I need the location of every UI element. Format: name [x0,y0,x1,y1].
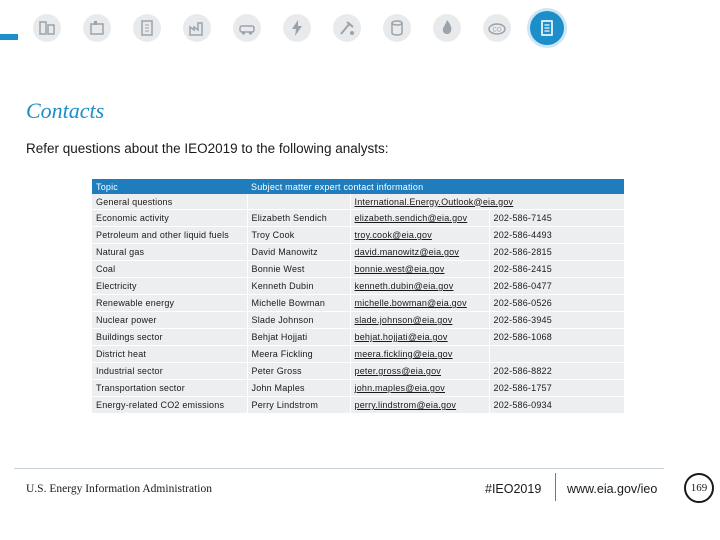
topic-cell: Electricity [92,278,247,295]
name-cell: Michelle Bowman [247,295,350,312]
email-link[interactable]: behjat.hojjati@eia.gov [350,329,489,346]
email-link[interactable]: john.maples@eia.gov [350,380,489,397]
phone-cell: 202-586-0934 [489,397,624,414]
contacts-table [92,179,624,414]
topic-cell: Industrial sector [92,363,247,380]
email-link[interactable]: peter.gross@eia.gov [350,363,489,380]
topic-cell: District heat [92,346,247,363]
table-row [92,329,624,346]
email-link[interactable]: slade.johnson@eia.gov [350,312,489,329]
topic-cell: Buildings sector [92,329,247,346]
table-row [92,227,624,244]
phone-cell: 202-586-1068 [489,329,624,346]
topic-cell: Economic activity [92,210,247,227]
industrial-icon[interactable] [172,10,222,46]
svg-text:CO: CO [492,27,502,34]
electricity-icon[interactable] [272,10,322,46]
footer-hashtag: #IEO2019 [485,482,542,496]
flame-icon[interactable] [422,10,472,46]
email-link[interactable]: david.manowitz@eia.gov [350,244,489,261]
overview-icon[interactable] [22,10,72,46]
topic-cell: General questions [92,194,247,210]
table-row [92,261,624,278]
topic-cell: Petroleum and other liquid fuels [92,227,247,244]
header-topic: Topic [92,179,247,194]
name-cell: Meera Fickling [247,346,350,363]
topic-cell: Transportation sector [92,380,247,397]
phone-cell: 202-586-2415 [489,261,624,278]
name-cell: Elizabeth Sendich [247,210,350,227]
name-cell: David Manowitz [247,244,350,261]
topic-cell: Natural gas [92,244,247,261]
economy-icon[interactable] [72,10,122,46]
table-row [92,346,624,363]
topic-cell: Energy-related CO2 emissions [92,397,247,414]
email-link[interactable]: michelle.bowman@eia.gov [350,295,489,312]
name-cell: Slade Johnson [247,312,350,329]
phone-cell: 202-586-1757 [489,380,624,397]
topic-cell: Coal [92,261,247,278]
table-row [92,312,624,329]
phone-cell: 202-586-0477 [489,278,624,295]
name-cell: Behjat Hojjati [247,329,350,346]
phone-cell: 202-586-4493 [489,227,624,244]
table-row [92,295,624,312]
section-nav-bar [0,0,720,58]
topic-cell: Renewable energy [92,295,247,312]
page-subtitle: Refer questions about the IEO2019 to the following analysts: [26,141,389,156]
oil-icon[interactable] [322,10,372,46]
table-header-row [92,179,624,194]
natural-gas-icon[interactable] [372,10,422,46]
page-number: 169 [684,473,714,503]
table-row [92,397,624,414]
transportation-icon[interactable] [222,10,272,46]
name-cell: Bonnie West [247,261,350,278]
table-row [92,278,624,295]
co2-icon[interactable] [472,10,522,46]
phone-cell [489,346,624,363]
table-row [92,210,624,227]
email-link[interactable]: bonnie.west@eia.gov [350,261,489,278]
name-cell: John Maples [247,380,350,397]
phone-cell: 202-586-8822 [489,363,624,380]
email-link[interactable]: International.Energy.Outlook@eia.gov [350,194,624,210]
table-row [92,363,624,380]
table-row [92,380,624,397]
email-link[interactable]: troy.cook@eia.gov [350,227,489,244]
footer-separator [555,473,556,501]
email-link[interactable]: perry.lindstrom@eia.gov [350,397,489,414]
phone-cell: 202-586-2815 [489,244,624,261]
table-row [92,244,624,261]
phone-cell: 202-586-3945 [489,312,624,329]
document-icon[interactable] [522,10,572,46]
section-icons [22,10,572,46]
name-cell: Perry Lindstrom [247,397,350,414]
footer-url-link[interactable]: www.eia.gov/ieo [567,482,658,496]
name-cell: Peter Gross [247,363,350,380]
footer-organization: U.S. Energy Information Administration [26,483,213,495]
email-link[interactable]: elizabeth.sendich@eia.gov [350,210,489,227]
header-contact-info: Subject matter expert contact information [247,179,624,194]
topic-cell: Nuclear power [92,312,247,329]
name-cell: Kenneth Dubin [247,278,350,295]
nav-accent-bar [0,34,18,40]
name-cell: Troy Cook [247,227,350,244]
footer-divider [14,468,664,469]
name-cell [247,194,350,210]
table-row-general [92,194,624,210]
phone-cell: 202-586-7145 [489,210,624,227]
email-link[interactable]: meera.fickling@eia.gov [350,346,489,363]
phone-cell: 202-586-0526 [489,295,624,312]
buildings-icon[interactable] [122,10,172,46]
email-link[interactable]: kenneth.dubin@eia.gov [350,278,489,295]
page-title: Contacts [26,98,105,123]
